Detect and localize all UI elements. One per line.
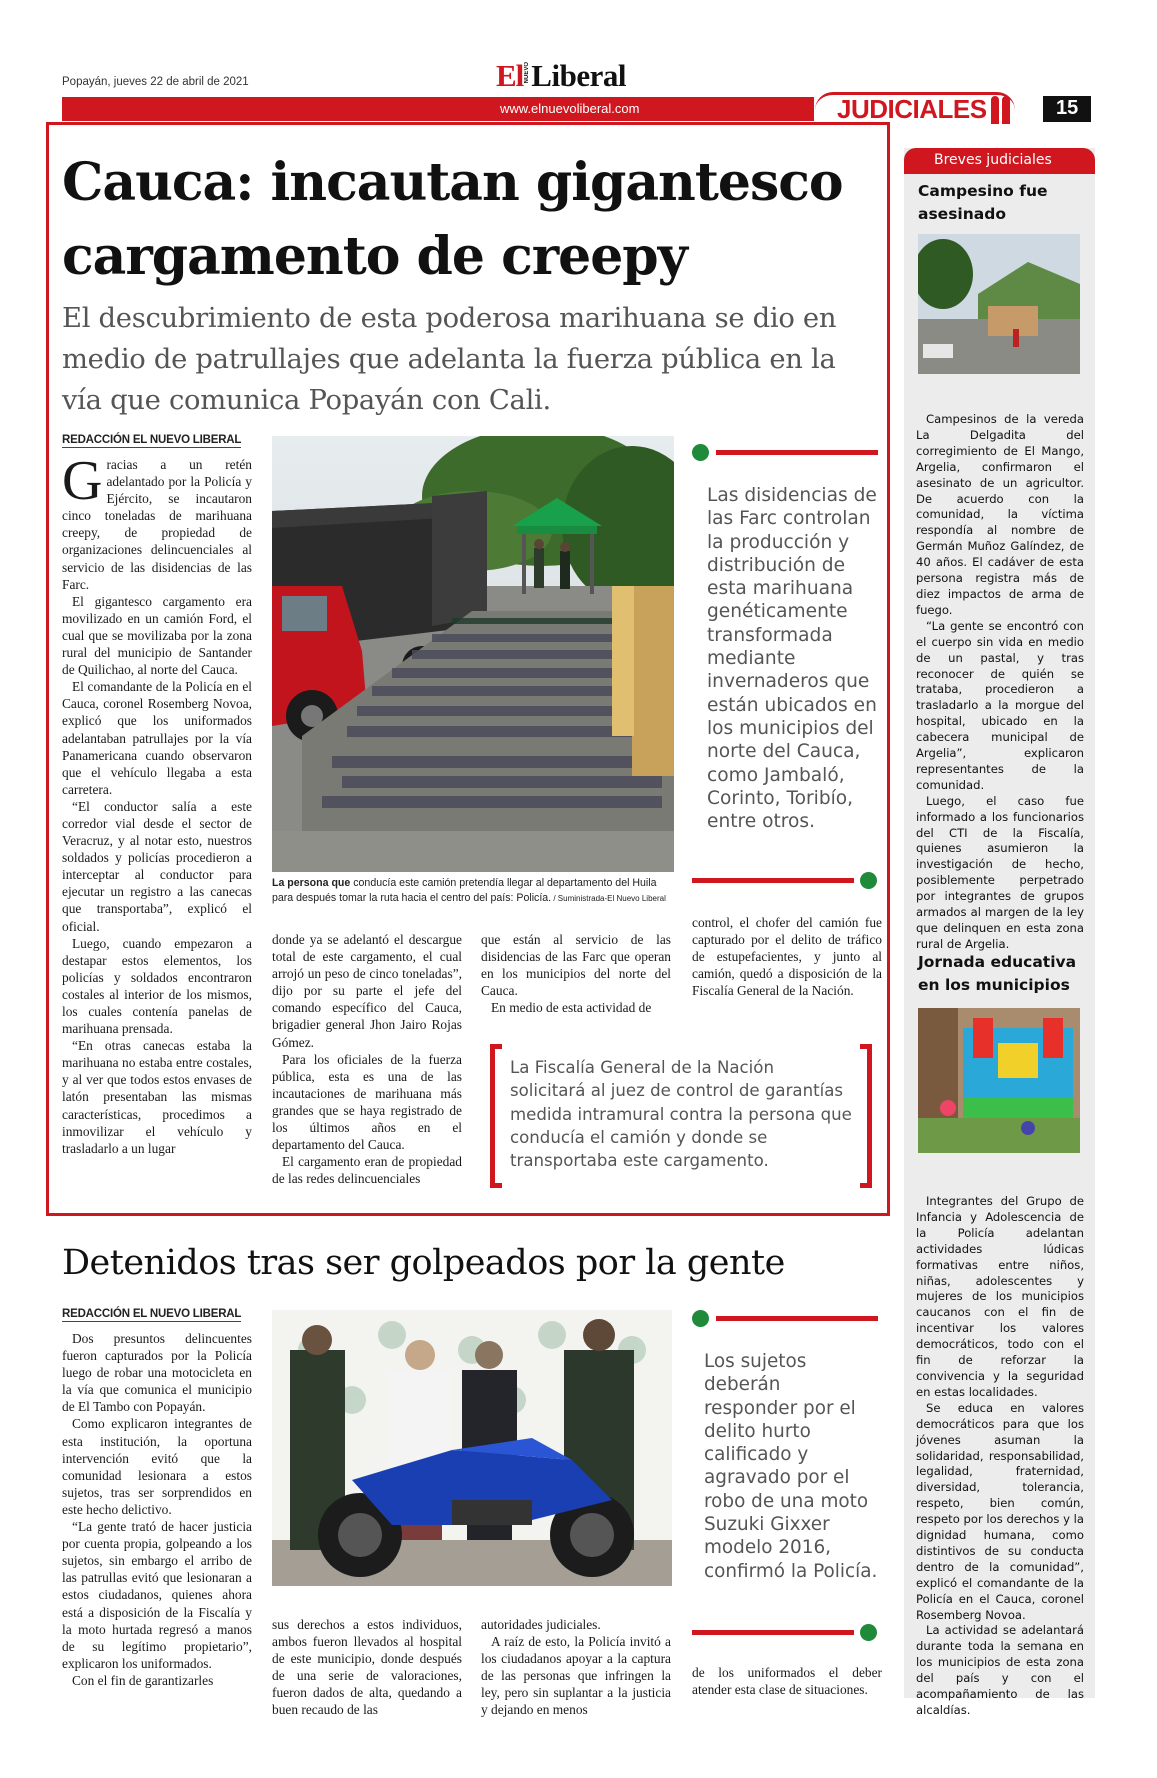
green-dot-icon: [692, 444, 709, 461]
logo-liberal: Liberal: [531, 58, 626, 93]
caption-lead: La persona que: [272, 877, 351, 889]
logo-el: El: [496, 58, 524, 93]
paragraph: Campesinos de la vereda La Delgadita del corregimiento de El Mango, Argelia, confirmaron el asesinato de un agricultor. De acuerdo con la comunidad, la víctima respondía al nombre de Germán Muñoz Galíndez, de 40 años. El cadáver de esta persona registra más de diez impactos de arma de fuego.: [916, 412, 1084, 617]
arrest-photo-svg: [272, 1310, 672, 1586]
paragraph: El comandante de la Policía en el Cauca, coronel Rosemberg Novoa, explicó que los uniformados adelantaban patrullajes por la vía Panamericana cuando observaron que el vehículo llegaba a esta carretera.: [62, 679, 252, 797]
pullquote-rule: [716, 1316, 878, 1321]
paragraph: Luego, el caso fue informado a los funcionarios del CTI de la Fiscalía, quienes asumieron la investigación de hecho, posiblemente perpetrado por integrantes de grupos armados al margen de la ley que delinquen en esta zona rural de Argelia.: [916, 793, 1084, 951]
paragraph: “La gente trató de hacer justicia por cuenta propia, golpeando a los sujetos, sin embargo el arribo de las patrullas evitó que lesionaran a estos ciudadanos, quienes ahora está a disposición de la Fiscalía y la moto hurtada regresó a manos de su legítimo propietario”, explicaron los uniformados.: [62, 1519, 252, 1671]
article1-column-3: [481, 931, 671, 1016]
paragraph: A raíz de esto, la Policía invitó a los ciudadanos apoyar a la captura de las personas que infringen la ley, pero sin suplantar a la justicia y dejando en menos: [481, 1634, 671, 1718]
pullquote-rule: [692, 1630, 854, 1635]
bracket-left: [490, 1044, 502, 1188]
village-photo-svg: [918, 234, 1080, 374]
article1-column-4: [692, 914, 882, 999]
paragraph: “La gente se encontró con el cuerpo sin vida en medio de un pastal, y tras reconocer de quién se trataba, procedieron a trasladarlo a la morgue del hospital, ubicado en la cabecera municipal de Argelia”, explicaron representantes de la comunidad.: [916, 618, 1084, 792]
paragraph: Dos presuntos delincuentes fueron capturados por la Policía luego de robar una motocicleta en la vía que comunica el municipio de El Tambo con Popayán.: [62, 1331, 252, 1415]
paragraph: de los uniformados el deber atender esta clase de situaciones.: [692, 1665, 882, 1698]
arrest-photo: [272, 1310, 672, 1586]
brief1-photo: [918, 234, 1080, 374]
section-label: [815, 92, 1035, 126]
page-number-box: [1043, 96, 1091, 122]
paragraph: autoridades judiciales.: [481, 1617, 601, 1632]
pullquote-rule: [692, 878, 854, 883]
sidebar-label: [904, 148, 1095, 174]
page-header: [0, 0, 1157, 125]
brief2-body: [916, 1194, 1084, 1719]
paragraph: La actividad se adelantará durante toda la semana en los municipios de esta zona del país y con el acompañamiento de las alcaldías.: [916, 1623, 1084, 1717]
caption-text: conducía este camión pretendía llegar al departamento del Huila para después tomar la ruta hacia el centro del país: Policía.: [272, 877, 657, 904]
pullquote2-top-rule: [692, 1310, 882, 1327]
brief1-body: [916, 412, 1084, 953]
article2-column-3: [481, 1616, 671, 1719]
headline-line-1: Cauca: incautan gigantesco: [62, 152, 843, 213]
paragraph: que están al servicio de las disidencias de las Farc que operan en los municipios del norte del Cauca.: [481, 932, 671, 999]
paragraph: Para los oficiales de la fuerza pública, esta es una de las incautaciones de marihuana más grandes que se haya registrado de los últimos años en el departamento del Cauca.: [272, 1051, 462, 1153]
article1-column-1: [62, 450, 252, 1157]
paragraph: Se educa en valores democráticos para que los jóvenes asuman la solidaridad, responsabilidad, legalidad, fraternidad, diversidad, tolerancia, respeto, bien común, respeto por los derechos y la dignidad humana, como distintivos de su conducta dentro de la comunidad”, explicó el comandante de la Policía en el Cauca, coronel Rosemberg Novoa.: [916, 1400, 1084, 1622]
article1-pullquote: Las disidencias de las Farc controlan la producción y distribución de esta marihuana genéticamente transformada mediante invernaderos que están ubicados en los municipios del norte del Cauca, como Jambaló, Corinto, Toribío, entre otros.: [707, 485, 877, 833]
paragraph: Luego, cuando empezaron a destapar estos elementos, los policías y soldados encontraron costales al interior de los mismos, los cuales contenía panelas de marihuana prensada.: [62, 935, 252, 1037]
paragraph: sus derechos a estos individuos, ambos fueron llevados al hospital de este municipio, donde después de una serie de valoraciones, fueron dados de alta, quedando a buen recaudo de las: [272, 1617, 462, 1718]
paragraph: donde ya se adelantó el descargue total de este cargamento, el cual arrojó un peso de cinco toneladas”, dijo por su parte el jefe del comando específico del Cauca, brigadier general Jhon Jairo Rojas Gómez.: [272, 932, 462, 1050]
bounce-house-photo-svg: [918, 1008, 1080, 1153]
sidebar-label-text: Breves judiciales: [934, 152, 1052, 168]
bracket-right: [860, 1044, 872, 1188]
bracket-quote-box: [490, 1044, 872, 1190]
green-dot-icon: [860, 1624, 877, 1641]
paragraph: racias a un retén adelantado por la Policía y Ejército, se incautaron cinco toneladas de marihuana creepy, de propiedad de organizaciones delincuenciales al servicio de las disidencias de las Farc.: [62, 457, 252, 592]
bracket-quote-text: La Fiscalía General de la Nación solicitará al juez de control de garantías medida intramural contra la persona que conducía el camión y donde se transportaba este cargamento.: [510, 1058, 852, 1171]
paragraph: “El conductor salía a este corredor vial desde el sector de Veracruz, y al notar esto, nuestros soldados y policías procedieron a interceptar al conductor para ejecutar un registro a las canecas que transportaba”, explicó el oficial.: [62, 798, 252, 934]
paragraph: Con el fin de garantizarles: [72, 1672, 214, 1688]
cargo-photo-svg: [272, 436, 674, 872]
article2-column-2: [272, 1616, 462, 1719]
caption-credit: / Suministrada-El Nuevo Liberal: [551, 893, 666, 903]
masthead-logo: [496, 58, 626, 92]
paragraph: El gigantesco cargamento era movilizado en un camión Ford, el cual que se movilizaba por la zona rural del municipio de Santander de Quilichao, al norte del Cauca.: [62, 593, 252, 678]
issue-date: Popayán, jueves 22 de abril de 2021: [62, 76, 249, 88]
green-dot-icon: [860, 872, 877, 889]
paragraph: “En otras canecas estaba la marihuana no estaba entre costales, y al ver que todos estos envases de latón presentaban las mismas características, procedimos a inmovilizar el vehículo y trasladarlo a un lugar: [62, 1038, 252, 1156]
article2-column-4: [692, 1664, 882, 1698]
paragraph: control, el chofer del camión fue capturado por el delito de tráfico de estupefacientes, y junto al camión, quedó a disposición de la Fiscalía General de la Nación.: [692, 915, 882, 999]
brief2-title: Jornada educativa en los municipios: [918, 953, 1077, 994]
article1-column-2: [272, 931, 462, 1187]
website-link[interactable]: www.elnuevoliberal.com: [500, 101, 640, 116]
article2-pullquote: Los sujetos deberán responder por el delito hurto calificado y agravado por el robo de una moto Suzuki Gixxer modelo 2016, confirmó la Policía.: [704, 1351, 878, 1582]
brief2-photo: [918, 1008, 1080, 1153]
logo-nuevo: NUEVO: [524, 62, 531, 84]
article2-byline: REDACCIÓN EL NUEVO LIBERAL: [62, 1308, 242, 1320]
green-dot-icon: [692, 1310, 709, 1327]
header-red-bar: [62, 97, 814, 121]
sidebar: [904, 148, 1095, 1717]
article1-headline: [62, 146, 862, 294]
brief1-title: Campesino fue asesinado: [918, 182, 1048, 223]
pullquote-rule: [716, 450, 878, 455]
pullquote-bottom-rule: [692, 872, 882, 889]
section-title: JUDICIALES: [837, 94, 987, 124]
headline-line-2: cargamento de creepy: [62, 226, 687, 287]
paragraph: Integrantes del Grupo de Infancia y Adolescencia de la Policía adelantan actividades lúdicas formativas entre niños, niñas, adolescentes y mujeres de los municipios caucanos con el fin de incentivar los valores democráticos, todo con el fin de reforzar la convivencia y la seguridad en estas localidades.: [916, 1194, 1084, 1399]
page-number: 15: [1056, 97, 1079, 119]
cargo-seizure-photo: [272, 436, 674, 872]
paragraph: Como explicaron integrantes de esta institución, la oportuna intervención evitó que la comunidad lesionara a estos sujetos, tras ser sorprendidos en este hecho delictivo.: [62, 1416, 252, 1517]
pullquote-top-rule: [692, 444, 882, 461]
article1-byline: REDACCIÓN EL NUEVO LIBERAL: [62, 434, 242, 446]
pullquote2-bottom-rule: [692, 1624, 882, 1641]
article2-headline: Detenidos tras ser golpeados por la gente: [62, 1243, 785, 1283]
paragraph: El cargamento eran de propiedad de las redes delincuenciales: [272, 1154, 462, 1187]
cargo-photo-caption: [272, 876, 674, 906]
article2-column-1: [62, 1330, 252, 1689]
article1-subhead: El descubrimiento de esta poderosa marihuana se dio en medio de patrullajes que adelanta la fuerza pública en la vía que comunica Popayán con Cali.: [62, 303, 837, 416]
drop-cap: G: [62, 450, 103, 512]
section-stripes-icon: [991, 96, 1021, 124]
paragraph: En medio de esta actividad de: [491, 1000, 652, 1016]
